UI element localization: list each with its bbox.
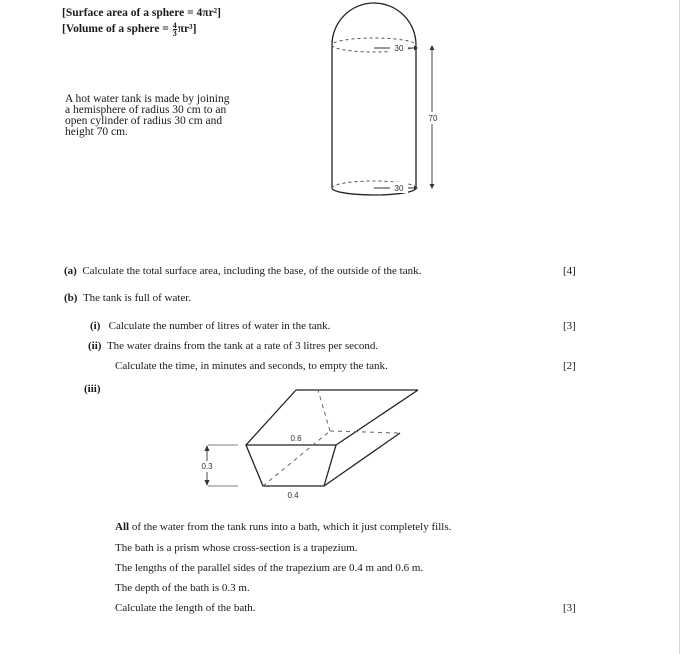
hidden-back-left-edge bbox=[318, 390, 330, 431]
bottom-width-label: 0.4 bbox=[287, 491, 299, 500]
question-a-marks: [4] bbox=[563, 265, 576, 277]
question-b-i-text: Calculate the number of litres of water in the tank. bbox=[108, 320, 331, 332]
question-b-ii-label: (ii) bbox=[88, 340, 102, 352]
question-b-i-label: (i) bbox=[90, 320, 101, 332]
question-a-label: (a) bbox=[64, 265, 77, 277]
question-b-i-marks: [3] bbox=[563, 320, 576, 332]
question-b-i bbox=[90, 320, 330, 332]
emphasis-word: All bbox=[115, 521, 130, 533]
front-trapezium bbox=[246, 445, 336, 486]
bath-diagram bbox=[190, 385, 430, 505]
bottom-radius-label: 30 bbox=[394, 184, 404, 193]
question-b-ii bbox=[88, 340, 378, 352]
question-b-iii-line-2: The bath is a prism whose cross-section is a trapezium. bbox=[115, 542, 358, 554]
fraction-denominator: 3 bbox=[172, 29, 177, 38]
question-b bbox=[64, 292, 191, 304]
top-width-label: 0.6 bbox=[290, 434, 302, 443]
question-a bbox=[64, 265, 421, 277]
question-b-iii-line-4: The depth of the bath is 0.3 m. bbox=[115, 582, 250, 594]
top-right-edge bbox=[336, 390, 418, 445]
intro-line: A hot water tank is made by joining bbox=[65, 93, 230, 105]
question-b-text: The tank is full of water. bbox=[82, 292, 192, 304]
sphere-area-formula: [Surface area of a sphere = 4πr²] bbox=[62, 7, 221, 19]
fraction-four-thirds bbox=[173, 22, 177, 37]
height-arrow-top bbox=[430, 45, 435, 50]
question-b-iii-marks: [3] bbox=[563, 602, 576, 614]
depth-arrow-top bbox=[205, 445, 210, 451]
question-b-ii-text: The water drains from the tank at a rate of 3 litres per second. bbox=[106, 340, 379, 352]
question-b-iii-line-1: All of the water from the tank runs into a bath, which it just completely fills. bbox=[115, 521, 452, 533]
hemisphere-outline bbox=[332, 3, 416, 45]
sphere-volume-prefix: [Volume of a sphere = bbox=[62, 23, 172, 36]
depth-label: 0.3 bbox=[201, 462, 213, 471]
height-arrow-bottom bbox=[430, 184, 435, 189]
intro-line: a hemisphere of radius 30 cm to an bbox=[65, 104, 227, 116]
intro-line: open cylinder of radius 30 cm and bbox=[65, 115, 223, 127]
intro-line: height 70 cm. bbox=[65, 126, 128, 138]
hidden-back-bottom-edge bbox=[330, 431, 400, 433]
top-radius-label: 30 bbox=[394, 44, 404, 53]
question-b-iii-line-5: Calculate the length of the bath. bbox=[115, 602, 256, 614]
fraction-numerator: 4 bbox=[172, 21, 177, 30]
intro-text bbox=[65, 94, 255, 138]
tank-diagram bbox=[320, 0, 450, 210]
question-b-label: (b) bbox=[64, 292, 78, 304]
question-b-iii-label: (iii) bbox=[84, 383, 101, 395]
sphere-volume-formula bbox=[62, 22, 196, 37]
bottom-right-edge bbox=[324, 433, 400, 486]
question-b-ii-marks: [2] bbox=[563, 360, 576, 372]
depth-arrow-bottom bbox=[205, 480, 210, 486]
sphere-volume-suffix: πr³] bbox=[177, 23, 197, 36]
question-b-iii-line-3: The lengths of the parallel sides of the trapezium are 0.4 m and 0.6 m. bbox=[115, 562, 424, 574]
question-b-ii-text2: Calculate the time, in minutes and seconds, to empty the tank. bbox=[115, 360, 388, 372]
height-label: 70 bbox=[428, 114, 438, 123]
top-left-edge bbox=[246, 390, 296, 445]
question-a-text: Calculate the total surface area, including the base, of the outside of the tank. bbox=[82, 265, 422, 277]
